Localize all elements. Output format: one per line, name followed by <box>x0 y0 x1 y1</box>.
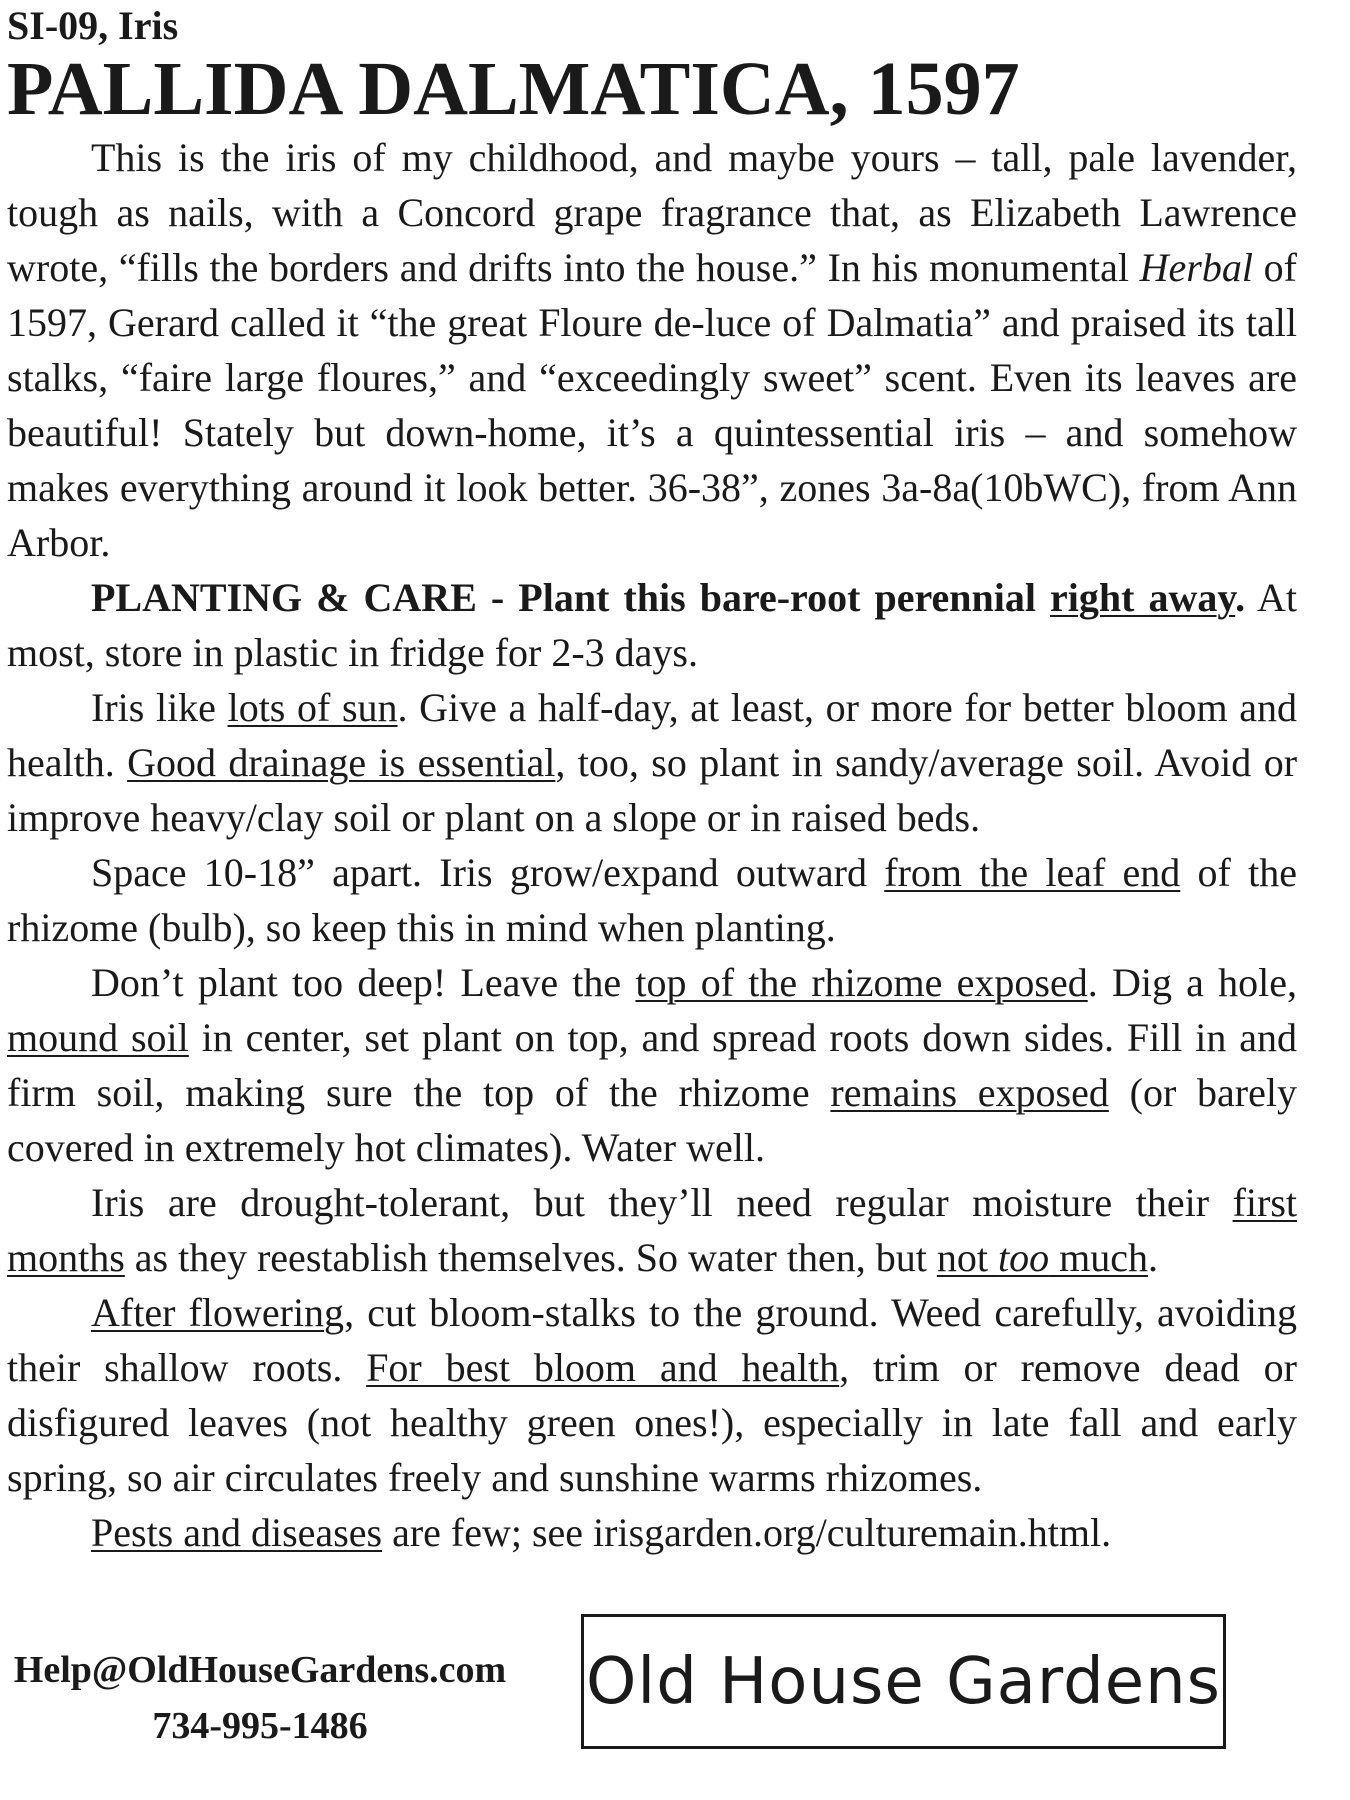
drainage-emphasis: Good drainage is essential <box>127 740 556 785</box>
sun-paragraph <box>7 680 1297 845</box>
contact-block <box>0 1642 520 1754</box>
desc-text-b: of 1597, Gerard called it “the great Floure de-luce of Dalmatia” and praised its tall stalks, “faire large floures,” and “exceedingly sweet” scent. Even its leaves are beautiful! Stately but down-home, it’s a quintessential iris – and somehow makes everything around it look better. 36-38”, zones 3a-8a(10bWC), from Ann Arbor. <box>7 245 1297 565</box>
exposed-emphasis: remains exposed <box>830 1070 1109 1115</box>
body-text <box>7 130 1297 1560</box>
sun-text-b: . Give a half-day, at least, or more for better bloom and health. <box>7 685 1297 785</box>
care-heading-end: . <box>1235 575 1246 620</box>
not-too-much-emphasis <box>937 1235 1148 1280</box>
water-text-c: . <box>1147 1235 1158 1280</box>
water-text-a: Iris are drought-tolerant, but they’ll need regular moisture their <box>91 1180 1233 1225</box>
sun-text-a: Iris like <box>91 685 228 730</box>
too-text: too <box>997 1235 1050 1280</box>
spacing-paragraph <box>7 845 1297 955</box>
pests-text: are few; see irisgarden.org/culturemain.html. <box>382 1510 1112 1555</box>
water-text-b: as they reestablish themselves. So water then, but <box>124 1235 937 1280</box>
page-title: PALLIDA DALMATICA, 1597 <box>7 47 1020 131</box>
description-paragraph <box>7 130 1297 570</box>
contact-phone: 734-995-1486 <box>152 1705 368 1747</box>
care-heading-tail: At most, store in plastic in fridge for 2-3 days. <box>7 575 1297 675</box>
best-bloom-emphasis: For best bloom and health <box>366 1345 840 1390</box>
after-flowering-paragraph <box>7 1285 1297 1505</box>
deep-emphasis: top of the rhizome exposed <box>635 960 1088 1005</box>
space-emphasis: from the leaf end <box>884 850 1181 895</box>
care-heading: PLANTING & CARE - Plant this bare-root perennial <box>91 575 1050 620</box>
depth-paragraph <box>7 955 1297 1175</box>
after-text-b: , trim or remove dead or disfigured leaves (not healthy green ones!), especially in late fall and early spring, so air circulates freely and sunshine warms rhizomes. <box>7 1345 1298 1500</box>
pests-paragraph <box>7 1505 1297 1560</box>
not-text: not <box>936 1235 998 1280</box>
seed-packet-page <box>7 0 1297 1560</box>
brand-logo-text: Old House Gardens <box>586 1644 1221 1719</box>
deep-text-a: Don’t plant too deep! Leave the <box>91 960 636 1005</box>
contact-email: Help@OldHouseGardens.com <box>13 1649 507 1691</box>
mound-emphasis: mound soil <box>7 1015 189 1060</box>
desc-text-a: This is the iris of my childhood, and maybe yours – tall, pale lavender, tough as nails, with a Concord grape fragrance that, as Elizabeth Lawrence wrote, “fills the borders and drifts into the house.” In his monumental <box>7 135 1297 290</box>
much-text: much <box>1049 1235 1148 1280</box>
after-flowering-emphasis: After flowering <box>91 1290 345 1335</box>
first-months-emphasis: first months <box>7 1180 1297 1280</box>
space-text-a: Space 10-18” apart. Iris grow/expand outward <box>91 850 885 895</box>
sun-text-c: , too, so plant in sandy/average soil. Avoid or improve heavy/clay soil or plant on a slope or in raised beds. <box>7 740 1298 840</box>
sun-emphasis: lots of sun <box>227 685 398 730</box>
pests-emphasis: Pests and diseases <box>91 1510 383 1555</box>
item-code: SI-09, Iris <box>7 3 179 48</box>
deep-text-c: in center, set plant on top, and spread roots down sides. Fill in and firm soil, making sure the top of the rhizome <box>7 1015 1297 1115</box>
space-text-b: of the rhizome (bulb), so keep this in mind when planting. <box>7 850 1297 950</box>
deep-text-b: . Dig a hole, <box>1087 960 1297 1005</box>
planting-care-paragraph <box>7 570 1297 680</box>
deep-text-d: (or barely covered in extremely hot climates). Water well. <box>7 1070 1297 1170</box>
watering-paragraph <box>7 1175 1297 1285</box>
care-heading-emphasis: right away <box>1050 575 1236 620</box>
brand-logo <box>581 1614 1226 1749</box>
herbal-title: Herbal <box>1139 245 1253 290</box>
after-text-a: , cut bloom-stalks to the ground. Weed carefully, avoiding their shallow roots. <box>7 1290 1297 1390</box>
